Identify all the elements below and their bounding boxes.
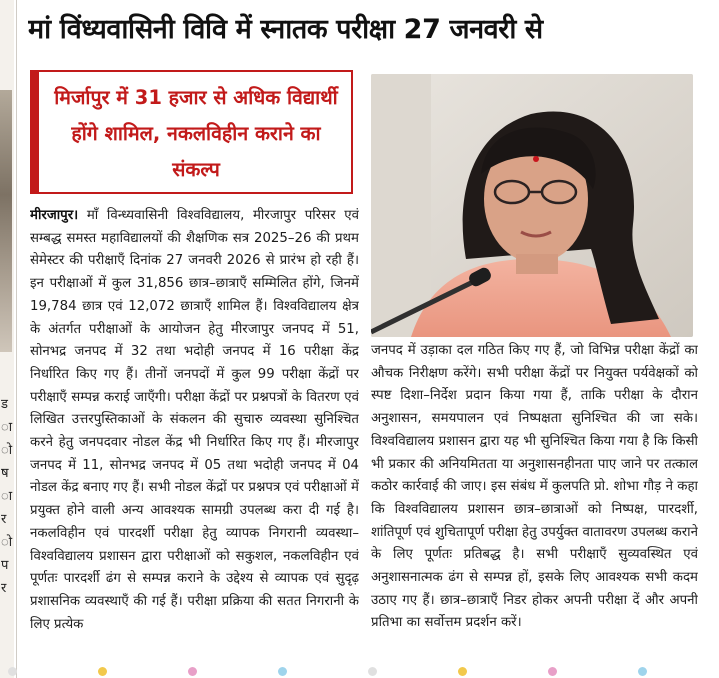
registration-dot [548, 667, 557, 676]
adjacent-text-fragment: ा [1, 489, 13, 504]
article-body-left [30, 205, 359, 657]
registration-dot [278, 667, 287, 676]
adjacent-text-fragment: ड [1, 397, 8, 412]
adjacent-text-fragment: ष [1, 466, 9, 481]
news-photo [371, 74, 693, 337]
dateline: मीरजापुर। [30, 208, 79, 223]
subhead: मिर्जापुर में 31 हजार से अधिक विद्यार्थी होंगे शामिल, नकलविहीन कराने का संकल्प [54, 86, 338, 181]
article-body-left-text: माँ विन्ध्यवासिनी विश्वविद्यालय, मीरजापुर परिसर एवं सम्बद्ध समस्त महाविद्यालयों की शैक्षणिक सत्र 2025–26 की प्रथम सेमेस्टर की परीक्षाएँ दिनांक 27 जनवरी 2026 से प्रारंभ हो रही हैं। इन परीक्षाओं में कुल 31,856 छात्र–छात्राएँ सम्मिलित होंगे, जिनमें 19,784 छात्र एवं 12,072 छात्राएँ शामिल हैं। विश्वविद्यालय क्षेत्र के अंतर्गत परीक्षाओं के आयोजन हेतु मीरजापुर जनपद में 51, सोनभद्र जनपद में 32 तथा भदोही जनपद में 16 परीक्षा केंद्र निर्धारित किए गए हैं। तीनों जनपदों में कुल 99 परीक्षा केंद्रों पर परीक्षाएँ सम्पन्न कराई जाएँगी। परीक्षा केंद्रों पर प्रश्नपत्रों के वितरण एवं लिखित उत्तरपुस्तिकाओं के संकलन की सुचारु व्यवस्था सुनिश्चित करने हेतु जनपदवार नोडल केंद्र भी निर्धारित किए गए हैं। मीरजापुर जनपद में 11, सोनभद्र जनपद में 05 तथा भदोही जनपद में 04 नोडल केंद्र बनाए गए हैं। सभी नोडल केंद्रों पर प्रश्नपत्र एवं परीक्षाओं में प्रयुक्त होने वाली अन्य आवश्यक सामग्री उपलब्ध करा दी गई है। नकलविहीन एवं पारदर्शी परीक्षा हेतु व्यापक निगरानी व्यवस्था–विश्वविद्यालय प्रशासन द्वारा परीक्षाओं को सकुशल, नकलविहीन एवं पूर्णतः पारदर्शी ढंग से सम्पन्न कराने के उद्देश्य से व्यापक एवं सुदृढ़ प्रशासनिक व्यवस्थाएँ की गई हैं। परीक्षा प्रक्रिया की सतत निगरानी के लिए प्रत्येक [30, 208, 359, 632]
registration-dot [8, 667, 17, 676]
woman-with-microphone-photo [371, 74, 693, 337]
headline: मां विंध्यवासिनी विवि में स्नातक परीक्षा 27 जनवरी से [28, 14, 543, 45]
adjacent-text-fragment: ो [1, 535, 13, 550]
adjacent-photo-edge [0, 90, 12, 352]
registration-dot [458, 667, 467, 676]
adjacent-text-fragment: र [1, 512, 7, 527]
registration-dot [188, 667, 197, 676]
adjacent-text-fragment: ा [1, 420, 13, 435]
registration-dot [638, 667, 647, 676]
registration-dot [98, 667, 107, 676]
adjacent-article-strip [0, 0, 14, 678]
subhead-box [30, 70, 353, 194]
registration-dots [0, 663, 719, 678]
adjacent-text-fragment: ो [1, 443, 13, 458]
article-body-right: जनपद में उड़ाका दल गठित किए गए हैं, जो विभिन्न परीक्षा केंद्रों का औचक निरीक्षण करेंगे। सभी परीक्षा केंद्रों पर नियुक्त पर्यवेक्षकों को स्पष्ट दिशा–निर्देश प्रदान किया गया हैं, ताकि परीक्षा के दौरान अनुशासन, समयपालन एवं निष्पक्षता सुनिश्चित की जा सके। विश्वविद्यालय प्रशासन द्वारा यह भी सुनिश्चित किया गया है कि किसी भी प्रकार की अनियमितता या अनुशासनहीनता पाए जाने पर तत्काल कठोर कार्रवाई की जाए। इस संबंध में कुलपति प्रो. शोभा गौड़ ने कहा कि विश्वविद्यालय प्रशासन छात्र–छात्राओं को निष्पक्ष, पारदर्शी, शांतिपूर्ण एवं शुचितापूर्ण परीक्षा हेतु उपर्युक्त वातावरण उपलब्ध कराने के लिए पूर्णतः प्रतिबद्ध है। सभी परीक्षाएँ सुव्यवस्थित एवं अनुशासनात्मक ढंग से सम्पन्न हों, इसके लिए आवश्यक सभी कदम उठाए गए हैं। छात्र–छात्राएँ निडर होकर अपनी परीक्षा दें और अपनी प्रतिभा का सर्वोत्तम प्रदर्शन करें। [371, 343, 698, 631]
subhead-accent-bar [32, 72, 39, 192]
registration-dot [368, 667, 377, 676]
adjacent-text-fragment: प [1, 558, 9, 573]
adjacent-text-fragment: र [1, 581, 7, 596]
column-divider [16, 0, 17, 678]
